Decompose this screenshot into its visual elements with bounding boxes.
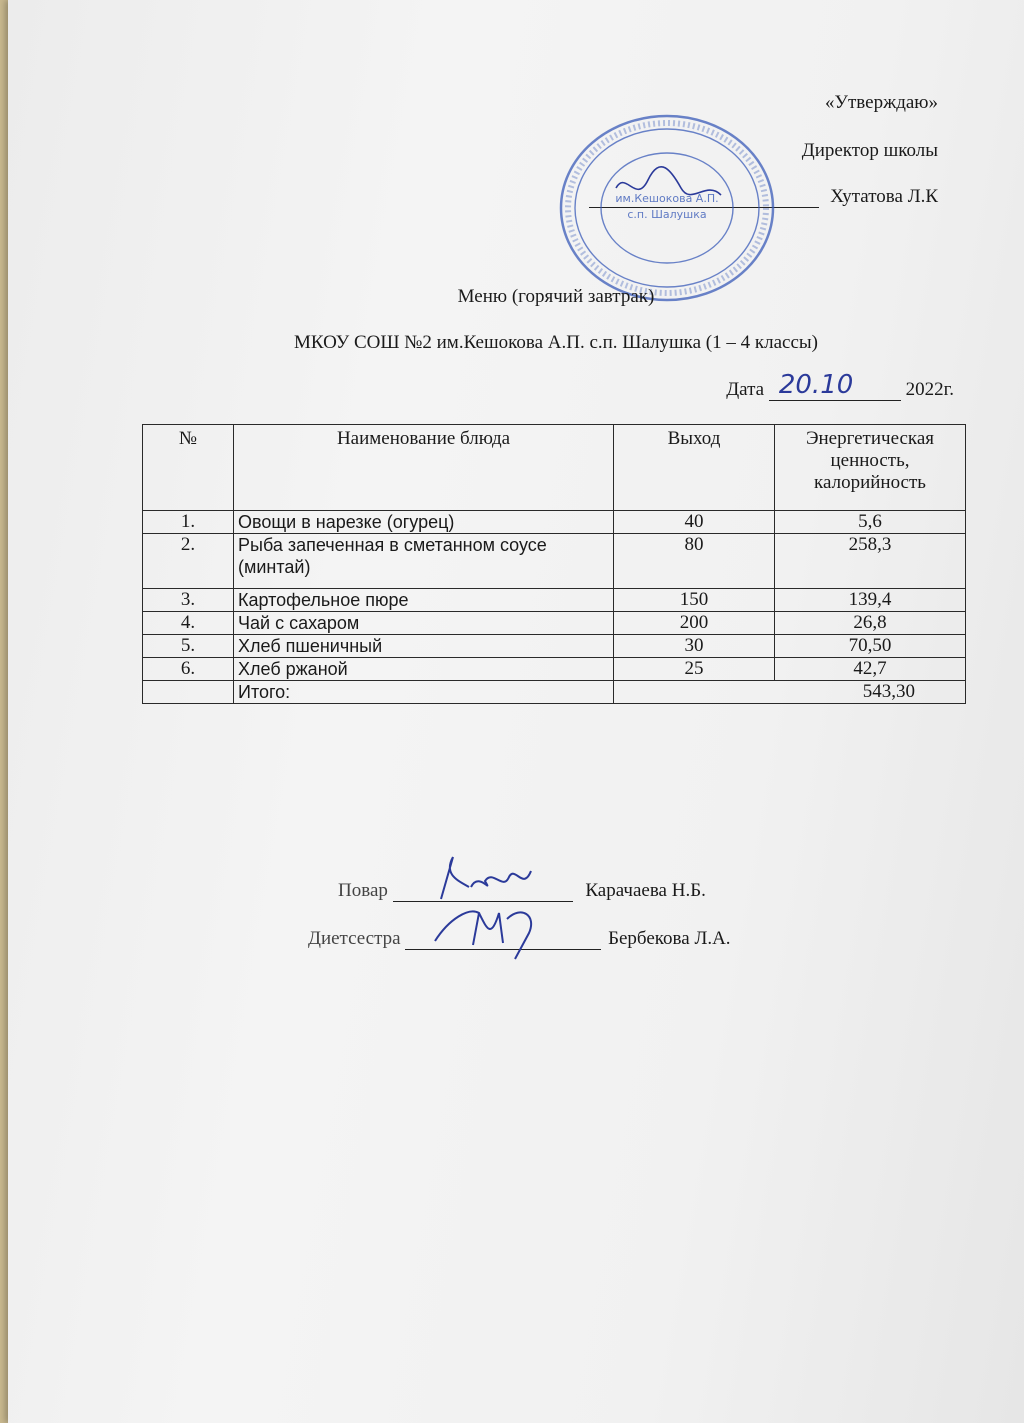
row-name: Рыба запеченная в сметанном соусе (минтай) bbox=[234, 534, 614, 589]
dietitian-signature-row bbox=[308, 928, 731, 950]
cook-name: Карачаева Н.Б. bbox=[585, 880, 706, 901]
table-row bbox=[143, 635, 966, 658]
date-handwritten: 20.10 bbox=[778, 370, 854, 400]
header-name: Наименование блюда bbox=[234, 425, 614, 511]
date-year: 2022г. bbox=[905, 379, 954, 400]
date-line bbox=[769, 370, 901, 401]
row-num: 1. bbox=[143, 511, 234, 534]
row-output: 30 bbox=[614, 635, 775, 658]
table-total-row bbox=[143, 681, 966, 704]
row-energy: 139,4 bbox=[775, 589, 966, 612]
row-num: 6. bbox=[143, 658, 234, 681]
date-row bbox=[726, 370, 954, 401]
row-energy: 42,7 bbox=[775, 658, 966, 681]
date-label: Дата bbox=[726, 379, 765, 400]
table-row bbox=[143, 511, 966, 534]
total-value: 543,30 bbox=[614, 681, 966, 704]
row-num: 5. bbox=[143, 635, 234, 658]
header-output: Выход bbox=[614, 425, 775, 511]
menu-table bbox=[142, 424, 966, 704]
dietitian-signature bbox=[429, 899, 559, 963]
table-row bbox=[143, 534, 966, 589]
table-row bbox=[143, 589, 966, 612]
total-label: Итого: bbox=[234, 681, 614, 704]
table-row bbox=[143, 612, 966, 635]
row-output: 80 bbox=[614, 534, 775, 589]
cook-label: Повар bbox=[338, 880, 388, 901]
document-sheet bbox=[8, 0, 1024, 1423]
row-name: Картофельное пюре bbox=[234, 589, 614, 612]
row-output: 40 bbox=[614, 511, 775, 534]
header-num: № bbox=[143, 425, 234, 511]
row-name: Чай с сахаром bbox=[234, 612, 614, 635]
menu-title: Меню (горячий завтрак) bbox=[457, 286, 655, 307]
row-energy: 70,50 bbox=[775, 635, 966, 658]
row-num: 2. bbox=[143, 534, 234, 589]
row-name: Овощи в нарезке (огурец) bbox=[234, 511, 614, 534]
row-output: 200 bbox=[614, 612, 775, 635]
approval-position: Директор школы bbox=[801, 140, 938, 161]
row-num: 4. bbox=[143, 612, 234, 635]
school-stamp bbox=[556, 110, 778, 305]
row-num: 3. bbox=[143, 589, 234, 612]
dietitian-name: Бербекова Л.А. bbox=[608, 928, 731, 949]
svg-text:с.п. Шалушка: с.п. Шалушка bbox=[627, 208, 707, 221]
svg-text:им.Кешокова А.П.: им.Кешокова А.П. bbox=[615, 192, 719, 205]
row-energy: 258,3 bbox=[775, 534, 966, 589]
row-energy: 5,6 bbox=[775, 511, 966, 534]
row-name: Хлеб ржаной bbox=[234, 658, 614, 681]
approval-name: Хутатова Л.К bbox=[830, 186, 938, 207]
row-name: Хлеб пшеничный bbox=[234, 635, 614, 658]
row-output: 25 bbox=[614, 658, 775, 681]
school-title: МКОУ СОШ №2 им.Кешокова А.П. с.п. Шалушка (1 – 4 классы) bbox=[294, 332, 818, 353]
table-row bbox=[143, 658, 966, 681]
total-num bbox=[143, 681, 234, 704]
dietitian-signature-line bbox=[405, 929, 601, 950]
table-header-row bbox=[143, 425, 966, 511]
row-energy: 26,8 bbox=[775, 612, 966, 635]
row-output: 150 bbox=[614, 589, 775, 612]
header-energy: Энергетическая ценность, калорийность bbox=[775, 425, 966, 511]
dietitian-label: Диетсестра bbox=[308, 928, 401, 949]
approval-heading: «Утверждаю» bbox=[825, 92, 938, 113]
